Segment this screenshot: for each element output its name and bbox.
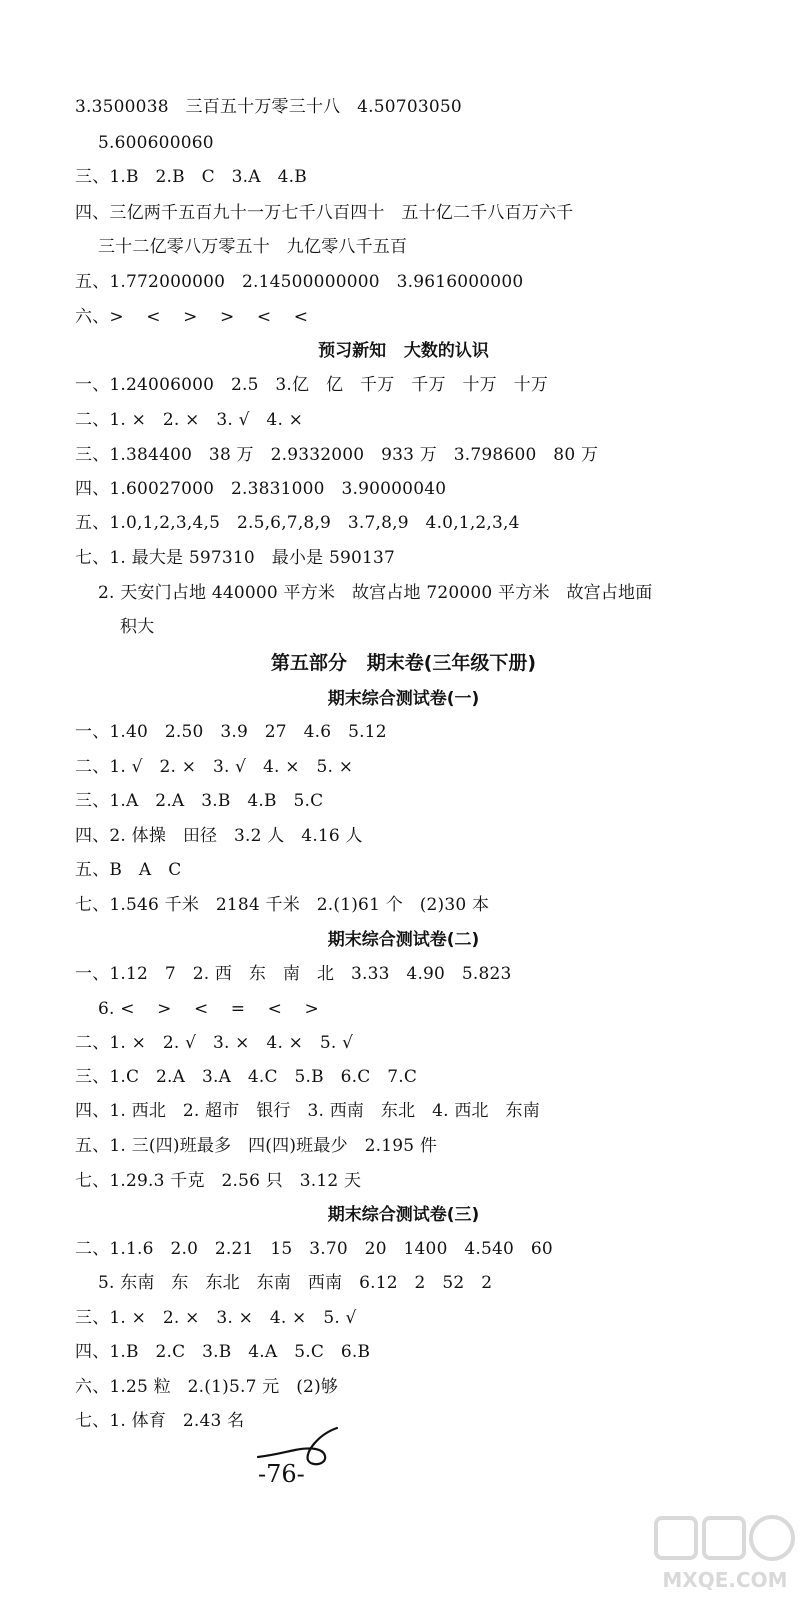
part-heading: 第五部分 期末卷(三年级下册): [270, 652, 537, 674]
answer-line: 一、1.24006000 2.5 3.亿 亿 千万 千万 十万 十万: [75, 375, 549, 395]
answer-line: 六、1.25 粒 2.(1)5.7 元 (2)够: [75, 1377, 339, 1397]
answer-line: 3.3500038 三百五十万零三十八 4.50703050: [75, 97, 462, 117]
answer-line: 5.600600060: [98, 133, 214, 153]
section-heading: 预习新知 大数的认识: [318, 341, 489, 361]
answer-line: 三、1.C 2.A 3.A 4.C 5.B 6.C 7.C: [75, 1067, 418, 1087]
answer-line: 四、1. 西北 2. 超市 银行 3. 西南 东北 4. 西北 东南: [75, 1101, 540, 1121]
answer-line: 2. 天安门占地 440000 平方米 故宫占地 720000 平方米 故宫占地面: [98, 583, 653, 603]
answer-line: 四、2. 体操 田径 3.2 人 4.16 人: [75, 826, 363, 846]
answer-line: 七、1. 最大是 597310 最小是 590137: [75, 548, 396, 568]
answer-line: 四、1.B 2.C 3.B 4.A 5.C 6.B: [75, 1342, 371, 1362]
answer-line: 二、1. √ 2. × 3. √ 4. × 5. ×: [75, 757, 354, 777]
answer-line: 6. < > < = < >: [98, 999, 319, 1019]
answer-line: 五、1. 三(四)班最多 四(四)班最少 2.195 件: [75, 1136, 438, 1156]
answer-line: 一、1.12 7 2. 西 东 南 北 3.33 4.90 5.823: [75, 964, 512, 984]
answer-line: 五、1.0,1,2,3,4,5 2.5,6,7,8,9 3.7,8,9 4.0,1,2,3,4: [75, 513, 520, 533]
answer-line: 二、1.1.6 2.0 2.21 15 3.70 20 1400 4.540 60: [75, 1239, 553, 1259]
watermark-logo: [650, 1510, 800, 1595]
answer-line: 三、1.A 2.A 3.B 4.B 5.C: [75, 791, 324, 811]
answer-line: 七、1.29.3 千克 2.56 只 3.12 天: [75, 1171, 362, 1191]
answer-line: 七、1.546 千米 2184 千米 2.(1)61 个 (2)30 本: [75, 895, 490, 915]
section-heading: 期末综合测试卷(一): [327, 689, 480, 709]
answer-line: 二、1. × 2. √ 3. × 4. × 5. √: [75, 1033, 354, 1053]
page-number: -76-: [258, 1460, 305, 1488]
answer-line: 三、1.B 2.B C 3.A 4.B: [75, 167, 307, 187]
answer-line: 五、1.772000000 2.14500000000 3.9616000000: [75, 272, 524, 292]
answer-line: 三、1. × 2. × 3. × 4. × 5. √: [75, 1308, 357, 1328]
answer-line: 五、B A C: [75, 860, 182, 880]
answer-line: 5. 东南 东 东北 东南 西南 6.12 2 52 2: [98, 1273, 493, 1293]
section-heading: 期末综合测试卷(二): [327, 930, 480, 950]
answer-line: 一、1.40 2.50 3.9 27 4.6 5.12: [75, 722, 387, 742]
answer-line: 七、1. 体育 2.43 名: [75, 1411, 245, 1431]
answer-line: 三十二亿零八万零五十 九亿零八千五百: [98, 237, 408, 257]
watermark-text: MXQE.COM: [662, 1568, 788, 1592]
answer-line: 四、三亿两千五百九十一万七千八百四十 五十亿二千八百万六千: [75, 203, 574, 223]
answer-line: 二、1. × 2. × 3. √ 4. ×: [75, 410, 304, 430]
answer-line: 三、1.384400 38 万 2.9332000 933 万 3.798600 80 万: [75, 445, 599, 465]
answer-line: 四、1.60027000 2.3831000 3.90000040: [75, 479, 447, 499]
answer-line: 六、> < > > < <: [75, 307, 309, 327]
section-heading: 期末综合测试卷(三): [327, 1205, 480, 1225]
answer-line: 积大: [120, 617, 155, 637]
